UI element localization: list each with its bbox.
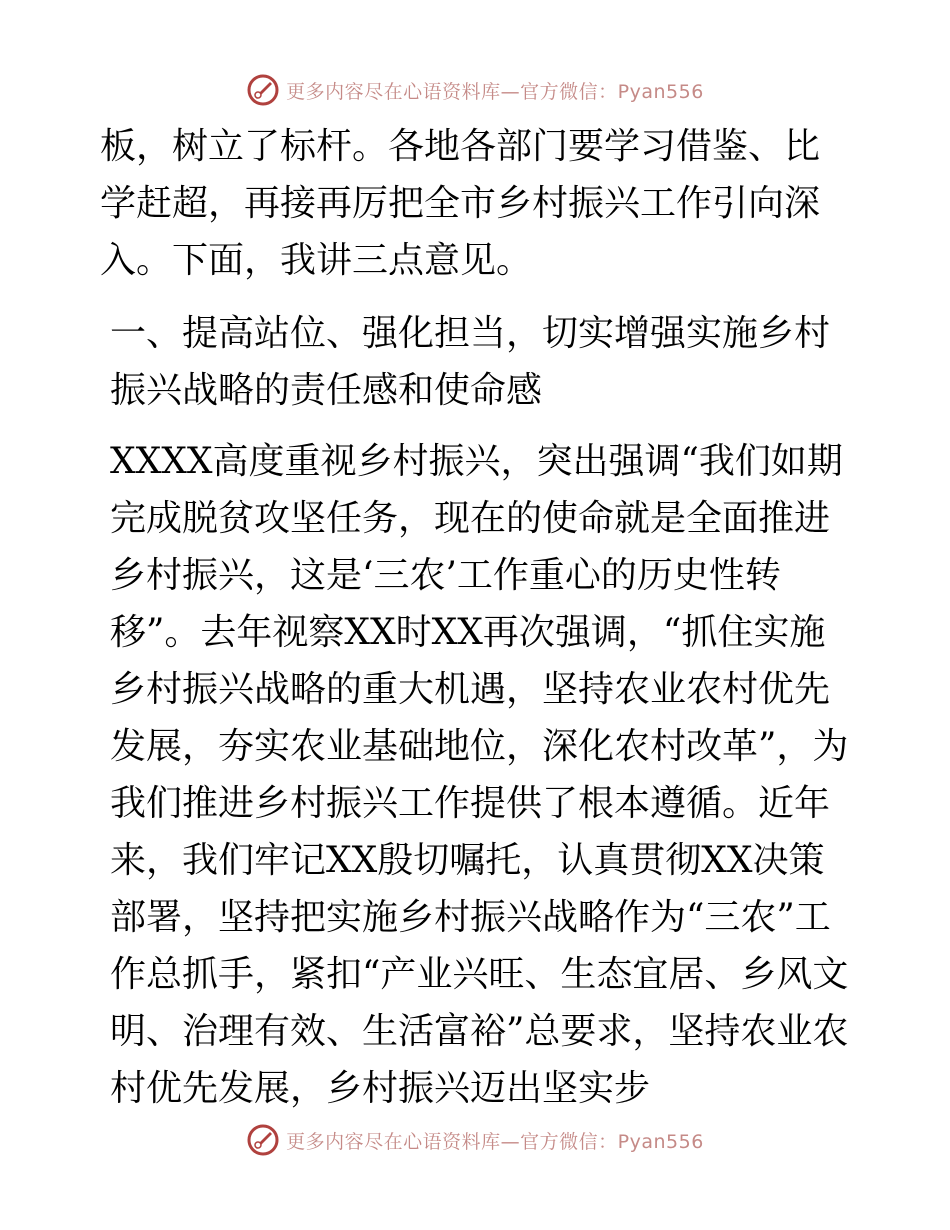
footer-watermark-banner: [0, 1120, 950, 1160]
paragraph-intro: 板，树立了标杆。各地各部门要学习借鉴、比学赶超，再接再厉把全市乡村振兴工作引向深入。下面，我讲三点意见。: [100, 126, 821, 281]
quill-seal-icon: [246, 1123, 280, 1157]
header-watermark-banner: [0, 70, 950, 110]
section-heading: 一、提高站位、强化担当，切实增强实施乡村振兴战略的责任感和使命感: [110, 313, 831, 411]
watermark-text: 更多内容尽在心语资料库—官方微信：Pyan556: [286, 80, 704, 103]
paragraph-body: XXXX高度重视乡村振兴，突出强调“我们如期完成脱贫攻坚任务，现在的使命就是全面推进乡村振兴，这是‘三农’工作重心的历史性转移”。去年视察XX时XX再次强调，“抓住实施乡村振兴战略的重大机遇，坚持农业农村优先发展，夯实农业基础地位，深化农村改革”，为我们推进乡村振兴工作提供了根本遵循。近年来，我们牢记XX殷切嘱托，认真贯彻XX决策部署，坚持把实施乡村振兴战略作为“三农”工作总抓手，紧扣“产业兴旺、生态宜居、乡风文明、治理有效、生活富裕”总要求，坚持农业农村优先发展，乡村振兴迈出坚实步: [110, 441, 849, 1109]
quill-seal-icon: [246, 73, 280, 107]
document-body: [100, 118, 850, 1117]
watermark-text: 更多内容尽在心语资料库—官方微信：Pyan556: [286, 1130, 704, 1153]
